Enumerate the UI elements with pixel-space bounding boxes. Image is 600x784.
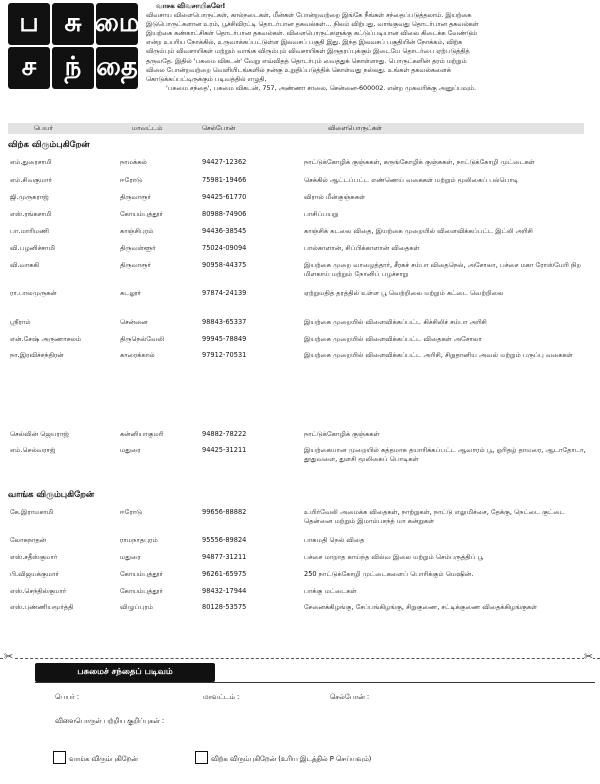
buyer-district: மதுரை — [120, 553, 141, 561]
seller-name: எம்.செல்வராஜ் — [10, 446, 56, 454]
col-product: விளைபொருட்கள் — [328, 124, 382, 132]
buy-option-label: வாங்க விரும்புகிறேன் — [69, 755, 138, 763]
intro-line: இயற்கை கண்காட்சிகள் தொடர்பான தகவல்கள். விளைபொருட்களுக்கு கட்டுப்படியான விலை கிடைக்க வேண்டும் — [146, 29, 478, 38]
buyer-product: பாக்கு மட்டைகள் — [304, 587, 357, 595]
logo-letter: சு — [52, 3, 94, 45]
seller-product: விரால் மீன்குஞ்சுகள் — [304, 193, 366, 201]
seller-product: இயற்கை முறையில் விளைவிக்கப்பட்ட அரிசி, சிறுதானிய அவல் மற்றும் பருப்பு வகைகள் — [304, 351, 573, 359]
seller-district: கோயம்புத்தூர் — [120, 210, 163, 218]
buyer-product: பாசுமதி நெல் விதை — [304, 536, 365, 544]
col-phone: செல்போன் — [202, 124, 236, 132]
seller-name: நா.இரவிச்சந்திரன் — [10, 351, 64, 359]
seller-phone: 94436-38545 — [202, 227, 247, 235]
seller-product: இயற்கையான முறையில் சுத்தமாக தயாரிக்கப்பட்ட ஆவாரம் பூ, ஓரிதழ் தாமரை, ஆடாதோடா, தூதுவளை, துளசி மூலிகைப் பொடிகள் — [304, 446, 586, 463]
logo-letter: ந் — [52, 47, 94, 89]
buyer-phone: 98432-17944 — [202, 587, 247, 595]
buyer-product: 250 நாட்டுக்கோழி முட்டைகளைப் பொரிக்கும் மெஷின். — [304, 570, 474, 578]
form-divider — [35, 682, 595, 683]
col-district: மாவட்டம் — [132, 124, 163, 132]
logo-letter: தை — [96, 47, 138, 89]
seller-district: நாமக்கல் — [120, 158, 147, 166]
buyer-product: பச்சை மாறாத காய்ந்த வில்வ இலை மற்றும் செம்பருத்திப் பூ — [304, 553, 484, 561]
intro-line: தருவதே. இதில் 'பசுமை விகடன்' வேறு எவ்விதத் தொடர்பும் வைத்துக் கொள்ளாது. பொருட்களின் தரம் மற்றும் — [146, 56, 467, 65]
seller-product: இயற்கை முறை வாழைத்தார், சீரகச் சம்பா விதைநெல், அசோலா, பச்சை மகா ரோஸ்மேரி நிற மிளகாய் மற்றும் நோனிப் பழச்சாறு — [304, 261, 581, 278]
buyer-name: லோகநாதன் — [10, 536, 47, 544]
seller-product: பால்காளான், சிப்பிக்காளான் விதைகள் — [304, 244, 420, 252]
buyer-name: எஸ்.செந்தில்குமார் — [10, 587, 67, 595]
seller-phone: 75024-09094 — [202, 244, 247, 252]
seller-phone: 75981-19466 — [202, 176, 247, 184]
seller-phone: 80988-74906 — [202, 210, 247, 218]
seller-name: ரா.பாலமுருகன் — [10, 289, 57, 297]
buy-section-title: வாங்க விரும்புகிறேன் — [8, 490, 95, 500]
column-header — [8, 123, 584, 134]
seller-phone: 94427-12362 — [202, 158, 247, 166]
seller-district: கடலூர் — [120, 289, 141, 297]
seller-district: கன்னியாகுமரி — [120, 430, 164, 438]
logo — [8, 3, 140, 91]
seller-name: எம்.சிவகுமார் — [10, 176, 53, 184]
seller-district: திருநெல்வேலி — [120, 335, 165, 343]
intro-line: கொடுக்கப்பட்டிருக்கும் படிவத்தில் எழுதி, — [146, 74, 267, 83]
seller-product: ஏற்றுமதித் தரத்தில் உள்ள பூ வெற்றிலை மற்றும் கட்டை வெற்றிலை — [304, 289, 504, 297]
scissors-icon: ✂ — [584, 650, 594, 663]
buyer-name: கே.இராமசாமி — [10, 508, 54, 516]
seller-name: ஜி.முருகராஜ் — [10, 193, 49, 201]
seller-phone: 94882-78222 — [202, 430, 247, 438]
logo-letter: ப — [8, 3, 50, 45]
seller-phone: 94425-61770 — [202, 193, 247, 201]
seller-phone: 97874-24139 — [202, 289, 247, 297]
col-name: பெயர் — [34, 124, 53, 132]
buyer-district: ராமநாதபுரம் — [120, 536, 158, 544]
buyer-phone: 80128-53575 — [202, 603, 247, 611]
intro-line: இடுபொருட்களான உரம், பூச்சிவிரட்டி தொடர்பான தகவல்கள்… நிலம் விற்பது, வாங்குவது தொடர்பான தகவல்கள் — [146, 20, 479, 29]
seller-phone: 97912-70531 — [202, 351, 247, 359]
district-field[interactable]: மாவட்டம் : — [203, 693, 240, 701]
buyer-name: எஸ்.சதீஸ்குமார் — [10, 553, 58, 561]
seller-phone: 94425-31211 — [202, 446, 247, 454]
seller-district: திருவாரூர் — [120, 193, 151, 201]
cut-line — [0, 658, 600, 659]
seller-product: நாட்டுக்கோழிக் குஞ்சுகள் — [304, 430, 380, 438]
seller-name: பா.மாரிமணி — [10, 227, 50, 235]
seller-product: காஞ்சிக் கடலை விதை, இயற்கை முறையில் விளைவிக்கப்பட்ட இட்லி அரிசி — [304, 227, 533, 235]
scissors-icon: ✂ — [4, 650, 14, 663]
buyer-district: விழுப்புரம் — [120, 603, 154, 611]
seller-product: செக்கில் ஆட்டப்பட்ட எண்ணெய் வகைகள் மற்றும் மூலிகைப் பல்பொடி — [304, 176, 519, 184]
buyer-product: உயிர்வேலி அமைக்க விதைகள், நாற்றுகள், நாட்டு எலுமிச்சை, தேக்கு, நெட்டை குட்டை தென்னை மற்றும் இமாம்பசந்த் மா கன்றுகள் — [304, 508, 565, 525]
intro-line: விரும்பும் விவசாயிகள் மற்றும் வாங்க விரும்பும் விவசாயிகள் இருதரப்புக்கும் இடையே தொடர்பை ஏற்படுத்தித் — [146, 47, 470, 56]
seller-name: எஸ்.ரங்கசாமி — [10, 210, 52, 218]
seller-district: மதுரை — [120, 446, 141, 454]
buyer-district: ஈரோடு — [120, 508, 143, 516]
seller-phone: 98843-65337 — [202, 318, 247, 326]
buyer-name: பி.விஜயக்குமார் — [10, 570, 59, 578]
sell-section-title: விற்க விரும்புகிறேன் — [8, 140, 90, 150]
seller-district: திருவள்ளூர் — [120, 244, 156, 252]
seller-product: இயற்கை முறையில் விளைவிக்கப்பட்ட கிச்சிலிச் சம்பா அரிசி — [304, 318, 487, 326]
intro-text — [146, 2, 592, 93]
greeting: வாசக விவசாயிகளே! — [156, 2, 226, 10]
seller-district: திருவாரூர் — [120, 261, 151, 269]
seller-name: செல்வின் ஜெயராஜ் — [10, 430, 69, 438]
sell-checkbox[interactable] — [195, 751, 208, 764]
seller-district: காரைக்கால் — [120, 351, 155, 359]
phone-field[interactable]: செல்போன் : — [330, 693, 370, 701]
seller-name: வி.பழனிச்சாமி — [10, 244, 55, 252]
buyer-phone: 95556-89824 — [202, 536, 247, 544]
name-field[interactable]: பெயர் : — [55, 693, 80, 701]
form-title: பசுமைச் சந்தைப் படிவம் — [35, 663, 215, 682]
seller-product: இயற்கை முறையில் விளைவிக்கப்பட்ட விதைகள் அசோலா — [304, 335, 482, 343]
seller-phone: 90958-44375 — [202, 261, 247, 269]
address-line: 'பசுமை சந்தை', பசுமை விகடன், 757, அண்ணா சாலை, சென்னை-600002. என்ற முகவரிக்கு அனுப்பவும். — [166, 83, 476, 92]
buyer-district: கோயம்புத்தூர் — [120, 587, 163, 595]
buy-checkbox[interactable] — [53, 751, 66, 764]
product-notes-field[interactable]: விளைபொருள் பற்றிய குறிப்புகள் : — [55, 717, 165, 725]
seller-product: பாசிப்பயறு — [304, 210, 339, 218]
buyer-district: கோயம்புத்தூர் — [120, 570, 163, 578]
logo-letter: ச — [8, 47, 50, 89]
seller-name: என்.சேஷ் அருணாசலம் — [10, 335, 82, 343]
seller-product: நாட்டுக்கோழிக் குஞ்சுகள், கருங்கோழிக் குஞ்சுகள், நாட்டுக்கோழி முட்டைகள் — [304, 158, 535, 166]
seller-name: வி.வாசுகி — [10, 261, 40, 269]
buyer-phone: 94877-31211 — [202, 553, 247, 561]
green-market-form — [35, 663, 595, 781]
buyer-name: எஸ்.புண்ணியமூர்த்தி — [10, 603, 74, 611]
sell-option-label: விற்க விரும்புகிறேன் (உரிய இடத்தில் P செய்யவும்) — [211, 755, 372, 763]
intro-line: விலை போன்றவற்றை வெளியிடங்களில் நன்கு உறுதிப்படுத்திக் கொள்வது நல்லது. உங்கள் தகவல்களைக் — [146, 65, 451, 74]
buyer-phone: 96261-65975 — [202, 570, 247, 578]
seller-district: சென்னை — [120, 318, 148, 326]
intro-line: என்ற உயரிய நோக்கில், உருவாக்கப்பட்டுள்ள இலவசப் பகுதி இது. இந்த இலவசப் பகுதியின் நோக்கம், விற்க — [146, 38, 463, 47]
seller-district: ஈரோடு — [120, 176, 143, 184]
buyer-product: சேனைக்கிழங்கு, சேப்பங்கிழங்கு, சிறுகுணை, சட்டிக்குணை விதைக்கிழங்குகள் — [304, 603, 538, 611]
seller-name: எம்.துரைசாமி — [10, 158, 52, 166]
logo-letter: மை — [96, 3, 138, 45]
buyer-phone: 99656-88882 — [202, 508, 247, 516]
seller-phone: 99945-78849 — [202, 335, 247, 343]
seller-district: காஞ்சிபுரம் — [120, 227, 154, 235]
seller-name: ஸ்ரீராம் — [10, 318, 31, 326]
intro-line: விவசாய விளைபொருட்கள், கால்நடைகள், மீன்கள் போன்றவற்றை இங்கே நீங்கள் சந்தைப்படுத்தலாம். இயற்கை — [146, 11, 472, 20]
